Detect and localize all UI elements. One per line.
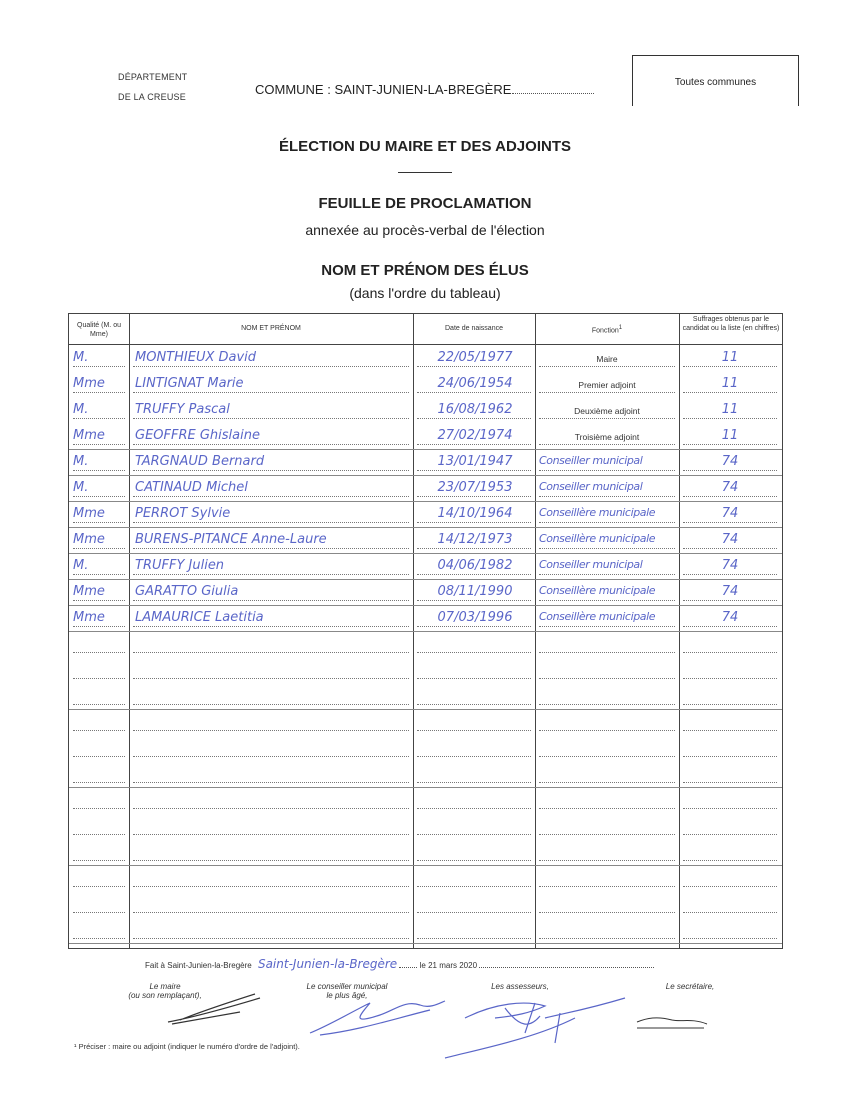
footnote: ¹ Préciser : maire ou adjoint (indiquer le numéro d'ordre de l'adjoint). [74, 1042, 300, 1051]
row-votes: 74 [721, 506, 739, 521]
sheet-subtitle: annexée au procès-verbal de l'élection [305, 222, 545, 238]
row-quality: M. [73, 454, 89, 469]
row-function: Conseiller municipal [539, 480, 643, 493]
row-birth: 07/03/1996 [437, 610, 513, 625]
councillor-signature [300, 995, 450, 1040]
row-name: GEOFFRE Ghislaine [135, 428, 260, 443]
row-quality: M. [73, 480, 89, 495]
row-name: LAMAURICE Laetitia [135, 610, 264, 625]
department-line2: DE LA CREUSE [118, 92, 186, 102]
row-quality: Mme [73, 584, 105, 599]
row-name: TRUFFY Julien [135, 558, 225, 573]
row-name: GARATTO Giulia [135, 584, 239, 599]
list-subtitle: (dans l'ordre du tableau) [349, 285, 501, 301]
row-quality: Mme [73, 376, 105, 391]
row-quality: M. [73, 350, 89, 365]
row-votes: 74 [721, 610, 739, 625]
table-row [69, 397, 782, 423]
row-votes: 11 [721, 402, 739, 417]
row-function: Troisième adjoint [574, 432, 640, 442]
mayor-signature [160, 990, 270, 1030]
row-votes: 74 [721, 584, 739, 599]
title-divider [398, 172, 452, 173]
header-birth: Date de naissance [445, 325, 503, 332]
row-votes: 74 [721, 532, 739, 547]
row-function: Conseillère municipale [539, 584, 656, 597]
table-row [69, 657, 782, 683]
mayor-label-line1: Le maire [149, 982, 181, 991]
table-row [69, 553, 782, 579]
row-votes: 74 [721, 558, 739, 573]
department-line1: DÉPARTEMENT [118, 72, 188, 82]
row-votes: 11 [721, 428, 739, 443]
row-votes: 74 [721, 454, 739, 469]
assessors-signature-label: Les assesseurs, [491, 982, 549, 991]
commune-label [255, 82, 594, 97]
row-birth: 13/01/1947 [437, 454, 513, 469]
row-name: CATINAUD Michel [135, 480, 248, 495]
row-birth: 23/07/1953 [437, 480, 513, 495]
row-function: Premier adjoint [578, 380, 636, 390]
table-row [69, 787, 782, 813]
row-birth: 16/08/1962 [437, 402, 513, 417]
row-quality: Mme [73, 610, 105, 625]
row-birth: 27/02/1974 [437, 428, 513, 443]
done-at [145, 957, 654, 971]
department-label [118, 67, 187, 107]
councillor-label-line2: le plus âgé, [326, 991, 368, 1000]
row-votes: 74 [721, 480, 739, 495]
row-name: TARGNAUD Bernard [135, 454, 265, 469]
row-function: Deuxième adjoint [574, 406, 640, 416]
table-row [69, 891, 782, 917]
done-at-prefix: Fait à Saint-Junien-la-Bregère [145, 961, 252, 970]
mayor-label-line2: (ou son remplaçant), [128, 991, 202, 1000]
table-row [69, 527, 782, 553]
commune-text: COMMUNE : SAINT-JUNIEN-LA-BREGÈRE [255, 82, 512, 97]
list-title: NOM ET PRÉNOM DES ÉLUS [321, 262, 529, 279]
row-birth: 08/11/1990 [437, 584, 513, 599]
date-text: le 21 mars 2020 [419, 961, 478, 970]
elected-table [68, 313, 783, 949]
table-row [69, 605, 782, 631]
table-row [69, 371, 782, 397]
councillor-label-line1: Le conseiller municipal [306, 982, 388, 991]
row-votes: 11 [721, 350, 739, 365]
secretary-signature [632, 1010, 712, 1035]
header-function-footnote: 1 [618, 325, 623, 331]
row-function: Conseiller municipal [539, 558, 643, 571]
header-function [537, 324, 677, 335]
row-birth: 14/12/1973 [437, 532, 513, 547]
table-row [69, 683, 782, 709]
row-name: PERROT Sylvie [135, 506, 231, 521]
row-birth: 22/05/1977 [437, 350, 513, 365]
row-quality: M. [73, 558, 89, 573]
main-title: ÉLECTION DU MAIRE ET DES ADJOINTS [279, 138, 571, 155]
table-row [69, 865, 782, 891]
header-name: NOM ET PRÉNOM [241, 325, 301, 332]
table-row [69, 709, 782, 735]
header-quality: Qualité (M. ou Mme) [77, 322, 121, 338]
row-birth: 04/06/1982 [437, 558, 513, 573]
row-quality: Mme [73, 506, 105, 521]
done-at-handwritten: Saint-Junien-la-Bregère [257, 957, 398, 971]
row-name: BURENS-PITANCE Anne-Laure [135, 532, 327, 547]
row-quality: M. [73, 402, 89, 417]
table-row [69, 579, 782, 605]
table-row [69, 839, 782, 865]
row-birth: 14/10/1964 [437, 506, 513, 521]
all-communes-box [632, 55, 799, 106]
sheet-title: FEUILLE DE PROCLAMATION [318, 195, 532, 212]
table-row [69, 761, 782, 787]
table-row [69, 813, 782, 839]
row-function: Conseillère municipale [539, 506, 656, 519]
table-row [69, 423, 782, 449]
table-row [69, 631, 782, 657]
row-function: Maire [596, 354, 618, 364]
all-communes-label: Toutes communes [674, 77, 757, 88]
row-name: MONTHIEUX David [135, 350, 257, 365]
row-votes: 11 [721, 376, 739, 391]
row-name: TRUFFY Pascal [135, 402, 230, 417]
secretary-signature-label: Le secrétaire, [665, 982, 715, 991]
table-row [69, 501, 782, 527]
row-quality: Mme [73, 532, 105, 547]
row-quality: Mme [73, 428, 105, 443]
table-row [69, 917, 782, 943]
table-row [69, 345, 782, 371]
header-function-text: Fonction [591, 327, 619, 335]
table-row [69, 735, 782, 761]
row-function: Conseillère municipale [539, 532, 656, 545]
header-votes: Suffrages obtenus par le candidat ou la liste (en chiffres) [682, 316, 780, 332]
row-function: Conseiller municipal [539, 454, 643, 467]
table-row [69, 475, 782, 501]
row-name: LINTIGNAT Marie [135, 376, 244, 391]
row-birth: 24/06/1954 [437, 376, 513, 391]
row-function: Conseillère municipale [539, 610, 656, 623]
table-row [69, 449, 782, 475]
assessors-signature [435, 988, 635, 1063]
